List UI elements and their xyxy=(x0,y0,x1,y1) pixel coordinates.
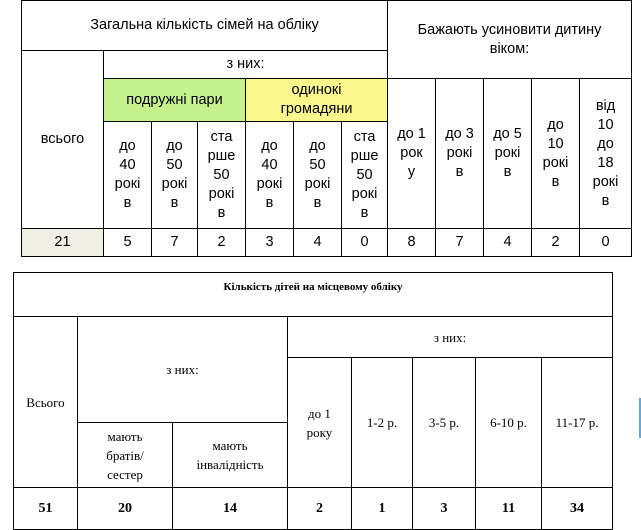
single-age-header: до 40 рокі в xyxy=(246,122,294,229)
table-cell: 34 xyxy=(542,488,613,530)
table-cell: 3 xyxy=(246,229,294,257)
children-table-title: Кількість дітей на місцевому обліку xyxy=(14,273,613,317)
table-cell: 4 xyxy=(294,229,342,257)
have-siblings-header: мають братів/ сестер xyxy=(78,423,173,488)
table-cell: 8 xyxy=(388,229,436,257)
table-cell: 2 xyxy=(288,488,352,530)
table-cell: 1 xyxy=(352,488,413,530)
table-cell: 7 xyxy=(152,229,198,257)
married-age-header: до 40 рокі в xyxy=(104,122,152,229)
child-age-header: до 5 рокі в xyxy=(484,79,532,229)
single-citizens-header: одинокі громадяни xyxy=(246,79,388,122)
age-group-header: 3-5 р. xyxy=(413,358,476,488)
married-age-header: до 50 рокі в xyxy=(152,122,198,229)
single-age-header: ста рше 50 рокі в xyxy=(342,122,388,229)
table-cell: 3 xyxy=(413,488,476,530)
child-age-header: до 10 рокі в xyxy=(532,79,580,229)
age-group-header: до 1 року xyxy=(288,358,352,488)
child-age-header: до 3 рокі в xyxy=(436,79,484,229)
child-age-header: від 10 до 18 рокі в xyxy=(580,79,632,229)
table-cell: 51 xyxy=(14,488,78,530)
table-cell: 0 xyxy=(580,229,632,257)
table-cell: 5 xyxy=(104,229,152,257)
married-couples-header: подружні пари xyxy=(104,79,246,122)
families-table xyxy=(21,0,632,257)
child-age-header: до 1 рок у xyxy=(388,79,436,229)
table-cell: 7 xyxy=(436,229,484,257)
table-cell: 2 xyxy=(198,229,246,257)
children-table xyxy=(13,272,613,530)
families-of-them: з них: xyxy=(104,51,388,79)
children-of-them-left: з них: xyxy=(78,317,288,423)
age-group-header: 1-2 р. xyxy=(352,358,413,488)
children-of-them-right: з них: xyxy=(288,317,613,358)
have-disability-header: мають інвалідність xyxy=(173,423,288,488)
table-cell: 4 xyxy=(484,229,532,257)
age-group-header: 11-17 р. xyxy=(542,358,613,488)
single-age-header: до 50 рокі в xyxy=(294,122,342,229)
married-age-header: ста рше 50 рокі в xyxy=(198,122,246,229)
table-cell: 20 xyxy=(78,488,173,530)
families-total-value: 21 xyxy=(22,229,104,257)
table-cell: 11 xyxy=(476,488,542,530)
age-group-header: 6-10 р. xyxy=(476,358,542,488)
total-families-header: Загальна кількість сімей на обліку xyxy=(22,1,388,51)
wish-adopt-header: Бажають усиновити дитину віком: xyxy=(388,1,632,79)
table-cell: 14 xyxy=(173,488,288,530)
table-cell: 2 xyxy=(532,229,580,257)
children-total-label: Всього xyxy=(14,317,78,488)
table-cell: 0 xyxy=(342,229,388,257)
families-total-label: всього xyxy=(22,51,104,229)
